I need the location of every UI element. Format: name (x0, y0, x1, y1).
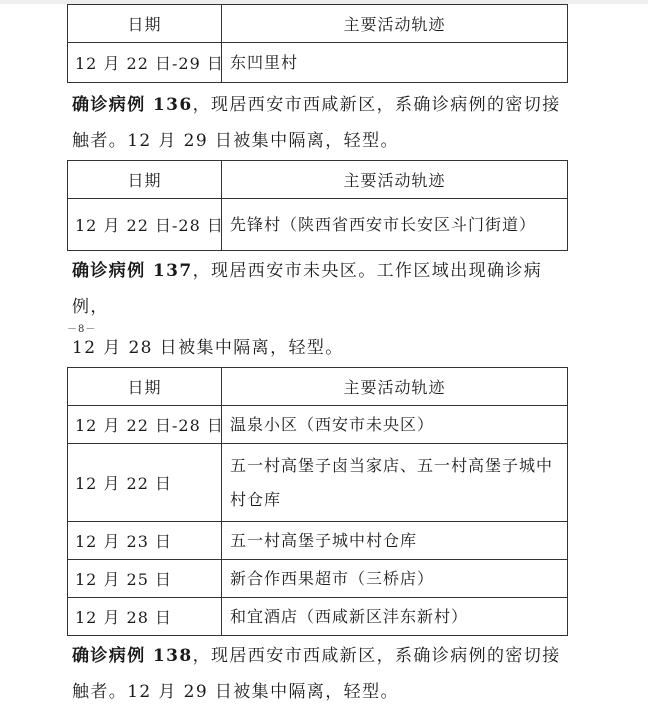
trace-table-1 (67, 4, 568, 83)
header-date: 日期 (68, 368, 222, 406)
header-date: 日期 (68, 5, 222, 43)
cell-date: 12 月 23 日 (68, 522, 222, 560)
table-header-row (68, 161, 568, 199)
case-137-continuation (72, 330, 572, 366)
case-137-text-line2: 12 月 28 日被集中隔离，轻型。 (72, 338, 344, 358)
trace-table-2 (67, 160, 568, 251)
case-138-text-line1: ，现居西安市西咸新区，系确诊病例的密切接 (192, 646, 561, 666)
cell-place: 新合作西果超市（三桥店） (222, 560, 568, 598)
cell-place: 温泉小区（西安市未央区） (222, 406, 568, 444)
header-activity: 主要活动轨迹 (222, 161, 568, 199)
cell-place: 五一村高堡子城中村仓库 (222, 522, 568, 560)
case-138-paragraph (72, 638, 572, 710)
trace-table-3 (67, 367, 568, 636)
case-137-text-line1: ，现居西安市未央区。工作区域出现确诊病例， (72, 261, 543, 317)
cell-place: 东凹里村 (222, 43, 568, 83)
page-number: －8－ (67, 324, 97, 335)
table-row (68, 522, 568, 560)
cell-date: 12 月 25 日 (68, 560, 222, 598)
header-date: 日期 (68, 161, 222, 199)
cell-date: 12 月 22 日 (68, 444, 222, 522)
cell-date: 12 月 22 日-29 日 (68, 43, 222, 83)
table-row (68, 406, 568, 444)
case-138-text-line2: 触者。12 月 29 日被集中隔离，轻型。 (72, 682, 399, 702)
table-header-row (68, 5, 568, 43)
case-138-label: 确诊病例 138 (72, 646, 193, 666)
cell-date: 12 月 22 日-28 日 (68, 406, 222, 444)
table-row (68, 43, 568, 83)
table-header-row (68, 368, 568, 406)
case-136-text-line2: 触者。12 月 29 日被集中隔离，轻型。 (72, 131, 399, 151)
cell-date: 12 月 22 日-28 日 (68, 199, 222, 251)
cell-date: 12 月 28 日 (68, 598, 222, 636)
table-row (68, 444, 568, 522)
cell-place: 五一村高堡子卤当家店、五一村高堡子城中村仓库 (222, 444, 568, 522)
case-136-text-line1: ，现居西安市西咸新区，系确诊病例的密切接 (192, 95, 561, 115)
case-136-label: 确诊病例 136 (72, 95, 193, 115)
table-row (68, 199, 568, 251)
header-activity: 主要活动轨迹 (222, 5, 568, 43)
header-activity: 主要活动轨迹 (222, 368, 568, 406)
cell-place: 和宜酒店（西咸新区沣东新村） (222, 598, 568, 636)
table-row (68, 560, 568, 598)
case-137-label: 确诊病例 137 (72, 261, 193, 281)
table-row (68, 598, 568, 636)
case-136-paragraph (72, 87, 572, 159)
case-137-paragraph (72, 253, 572, 325)
cell-place: 先锋村（陕西省西安市长安区斗门街道） (222, 199, 568, 251)
